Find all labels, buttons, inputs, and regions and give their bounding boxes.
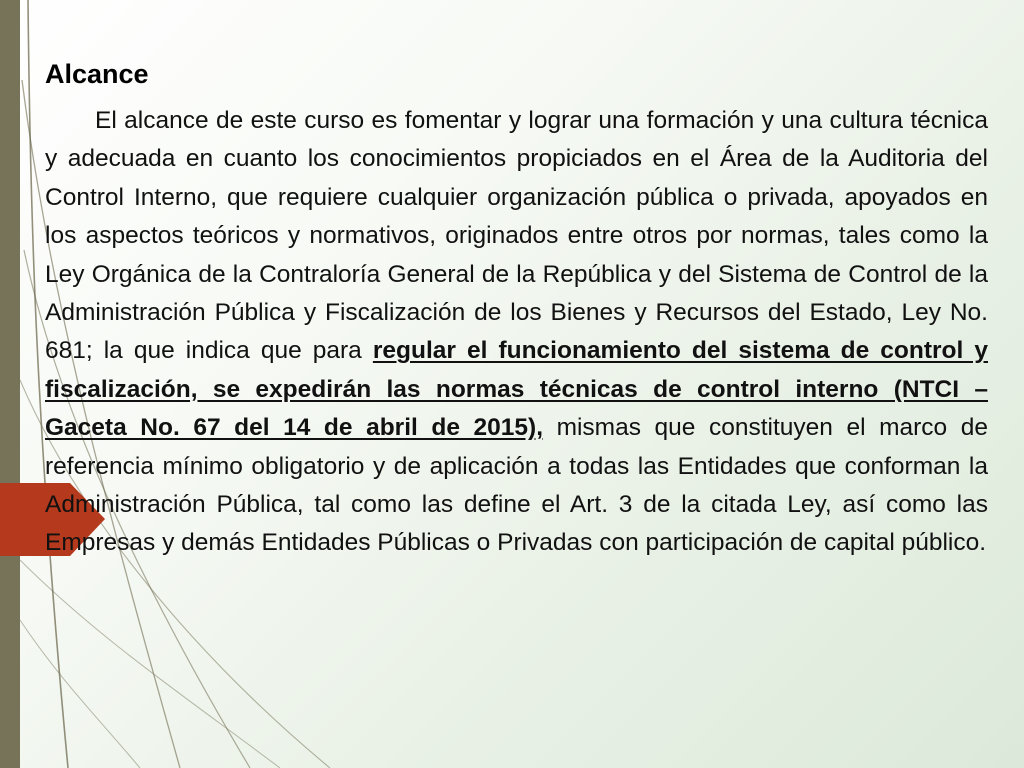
paragraph-text-start: El alcance de este curso es fomentar y lograr una formación y una cultura técnica y adecuada en cuanto los conocimientos propiciados en el Área de la Auditoria del Control Interno, que requiere cualquier organización pública o privada, apoyados en los aspectos teóricos y normativos, originados entre otros por normas, tales como la Ley Orgánica de la Contraloría General de la República y del Sistema de Control de la Administración Pública y Fiscalización de los Bienes y Recursos del Estado, Ley No. 681; la que indica que para [45, 107, 988, 365]
paragraph-text-end: mismas que constituyen el marco de referencia mínimo obligatorio y de aplicación a todas las Entidades que conforman la Administración Pública, tal como las define el Art. 3 de la citada Ley, así como las Empresas y demás Entidades Públicas o Privadas con participación de capital público. [45, 414, 988, 557]
body-paragraph [45, 102, 988, 563]
slide-title: Alcance [45, 59, 149, 89]
slide-content [45, 52, 988, 563]
paragraph-emphasis: regular el funcionamiento del sistema de control y fiscalización, se expedirán las normas técnicas de control interno (NTCI – Gaceta No. 67 del 14 de abril de 2015), [45, 337, 988, 442]
